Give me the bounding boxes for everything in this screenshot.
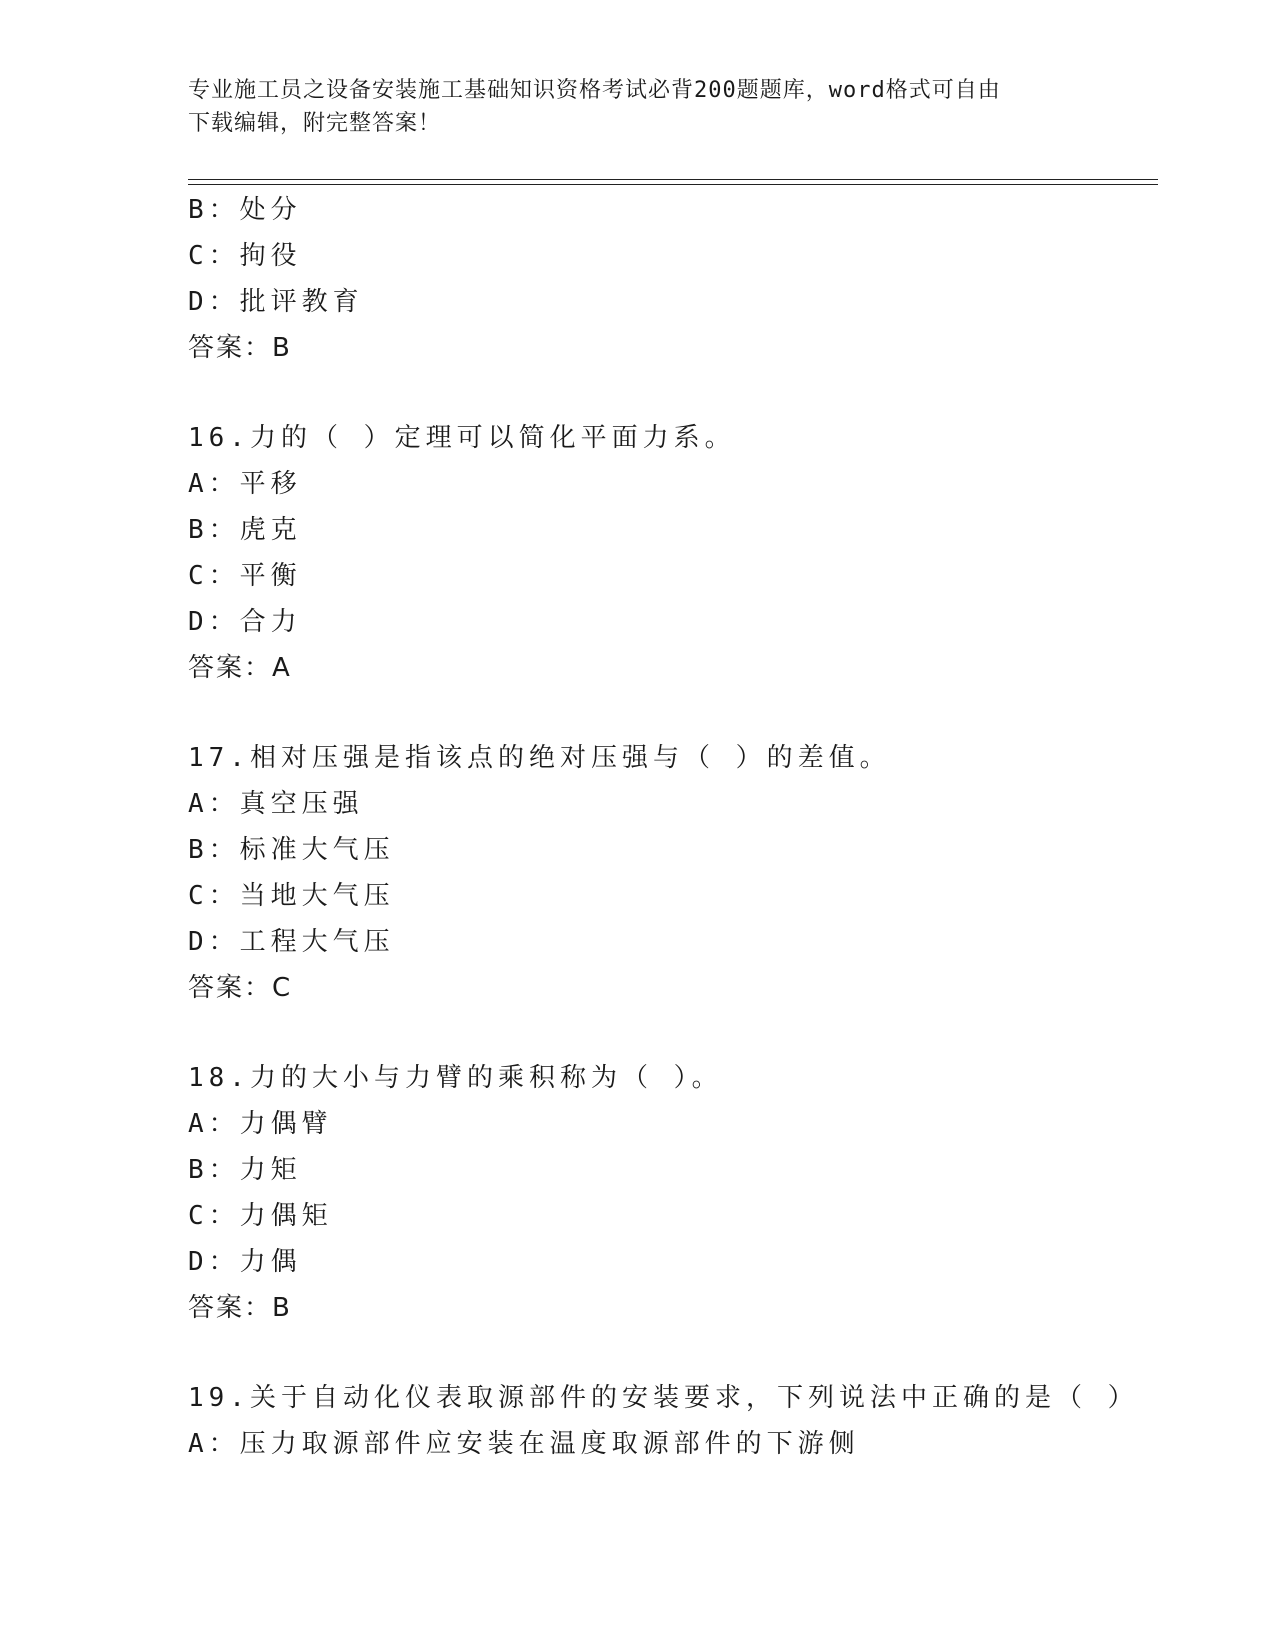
answer-label: 答案：A [188, 653, 292, 683]
option-a: A：压力取源部件应安装在温度取源部件的下游侧 [188, 1429, 860, 1459]
answer-label: 答案：B [188, 1293, 292, 1323]
answer-label: 答案：C [188, 973, 293, 1003]
answer-label: 答案：B [188, 333, 292, 363]
question-block-18 [188, 1055, 1158, 1331]
option-b: B：标准大气压 [188, 835, 395, 865]
question-block-16 [188, 415, 1158, 691]
question-text: 18.力的大小与力臂的乘积称为（ ）。 [188, 1063, 723, 1093]
option-a: A：力偶臂 [188, 1109, 333, 1139]
spacer [188, 1331, 1158, 1375]
option-a: A：平移 [188, 469, 302, 499]
question-block-17 [188, 735, 1158, 1011]
spacer [188, 1011, 1158, 1055]
option-d: D：工程大气压 [188, 927, 395, 957]
option-b: B：力矩 [188, 1155, 302, 1185]
option-c: C：力偶矩 [188, 1201, 333, 1231]
question-text: 17.相对压强是指该点的绝对压强与（ ）的差值。 [188, 743, 891, 773]
option-d: D：批评教育 [188, 287, 364, 317]
question-block-15 [188, 187, 1158, 371]
option-c: C：拘役 [188, 241, 302, 271]
question-text: 16.力的（ ）定理可以简化平面力系。 [188, 423, 736, 453]
option-c: C：平衡 [188, 561, 302, 591]
document-header [188, 74, 1068, 140]
spacer [188, 691, 1158, 735]
question-block-19 [188, 1375, 1158, 1467]
header-line-1: 专业施工员之设备安装施工基础知识资格考试必背200题题库，word格式可自由 [188, 78, 1001, 103]
option-b: B：处分 [188, 195, 302, 225]
header-line-2: 下载编辑，附完整答案！ [188, 111, 442, 136]
option-c: C：当地大气压 [188, 881, 395, 911]
question-list [188, 187, 1158, 1467]
option-a: A：真空压强 [188, 789, 364, 819]
option-d: D：力偶 [188, 1247, 302, 1277]
option-d: D：合力 [188, 607, 302, 637]
header-divider-bottom [188, 184, 1158, 185]
spacer [188, 371, 1158, 415]
question-text: 19.关于自动化仪表取源部件的安装要求，下列说法中正确的是（ ） [188, 1383, 1139, 1413]
option-b: B：虎克 [188, 515, 302, 545]
header-divider-top [188, 179, 1158, 180]
